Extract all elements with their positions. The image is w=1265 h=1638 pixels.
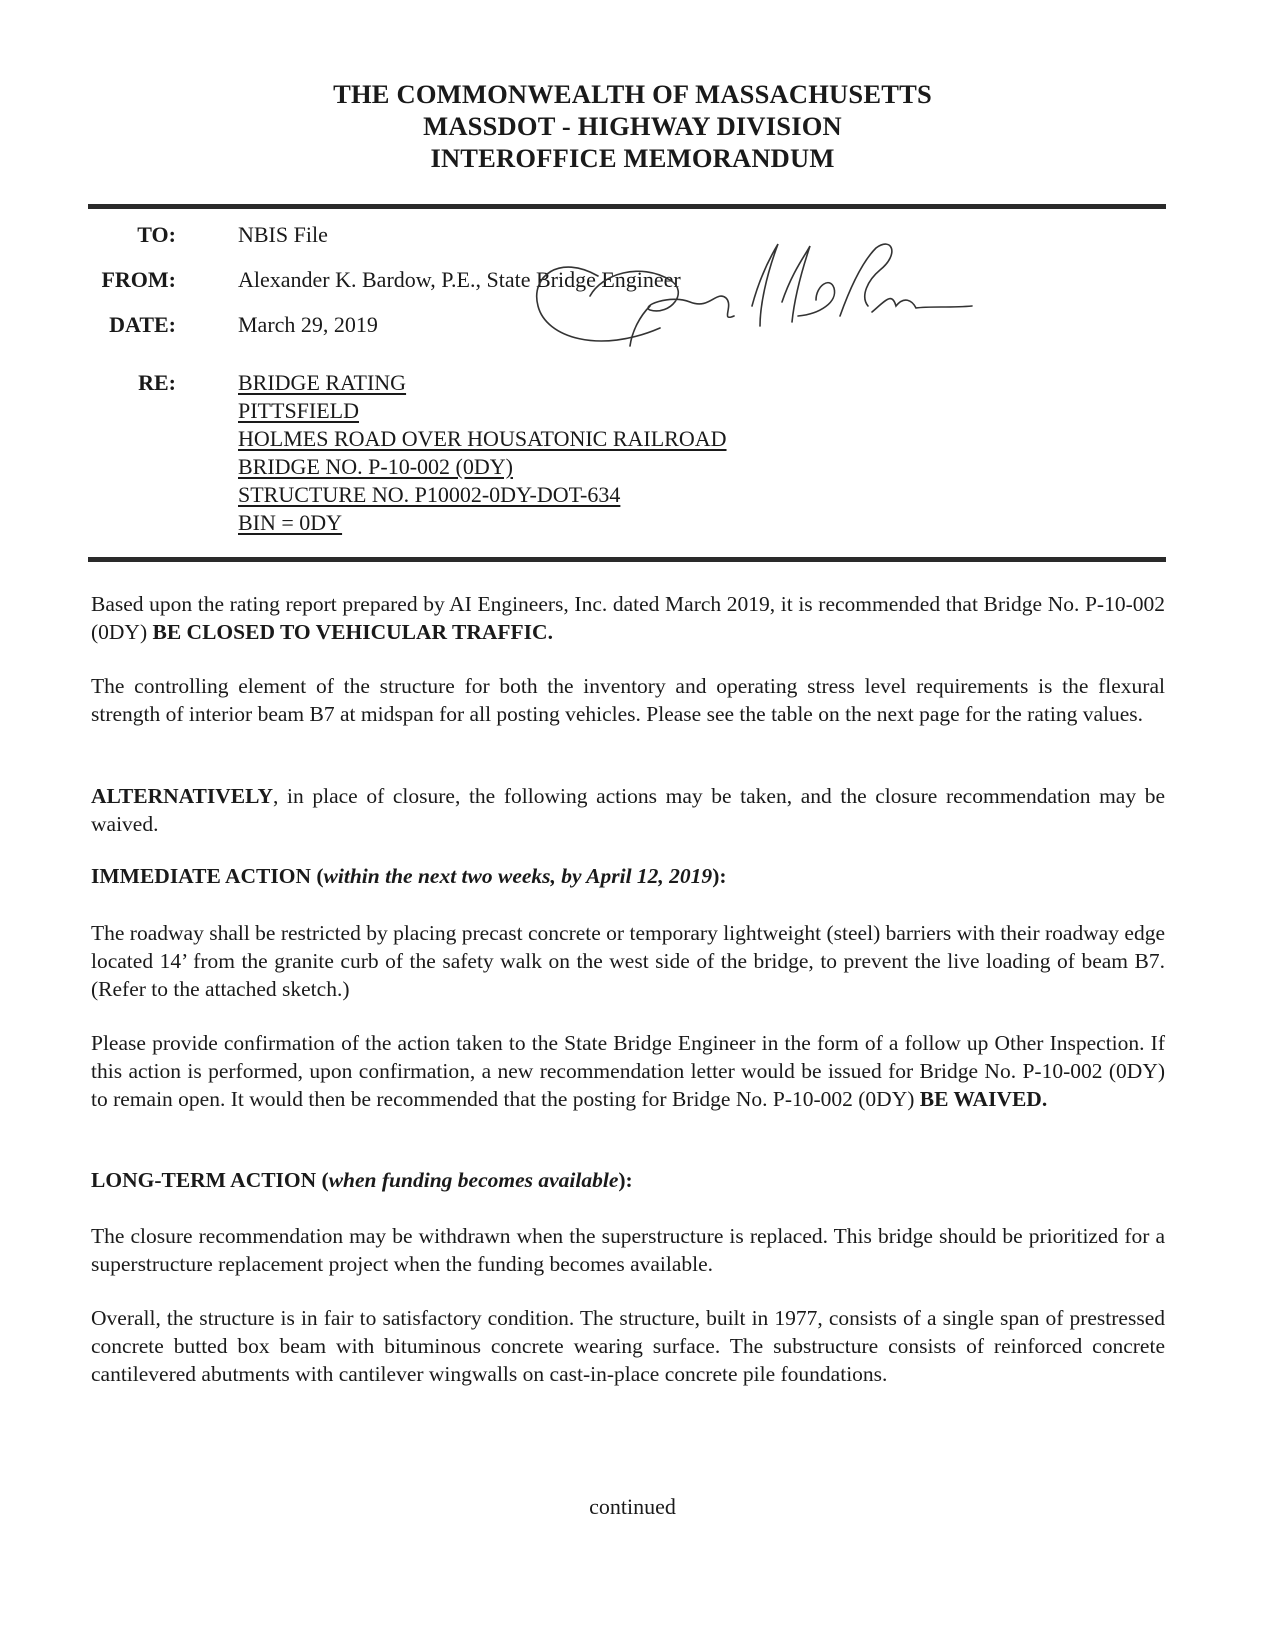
posting-waived: BE WAIVED. bbox=[919, 1087, 1048, 1111]
signature-image bbox=[520, 236, 980, 356]
date-value: March 29, 2019 bbox=[238, 312, 378, 337]
paragraph-withdrawal: The closure recommendation may be withdrawn when the superstructure is replaced. This bridge should be prioritized for a superstructure replacement project when the funding becomes available. bbox=[91, 1224, 1165, 1276]
paragraph-barriers: The roadway shall be restricted by placing precast concrete or temporary lightweight (steel) barriers with their roadway edge located 14’ from the granite curb of the safety walk on the west side of the bridge, to prevent the live loading of beam B7. (Refer to the attached sketch.) bbox=[91, 921, 1165, 1001]
continued-note: continued bbox=[589, 1494, 676, 1519]
to-label: TO: bbox=[137, 222, 176, 247]
header-division: MASSDOT - HIGHWAY DIVISION bbox=[423, 111, 842, 141]
closure-recommendation: BE CLOSED TO VEHICULAR TRAFFIC. bbox=[152, 620, 553, 644]
re-line: STRUCTURE NO. P10002-0DY-DOT-634 bbox=[238, 482, 621, 507]
re-line: PITTSFIELD bbox=[238, 398, 359, 423]
paragraph-alternatively: ALTERNATIVELY, in place of closure, the following actions may be taken, and the closure recommendation may be waived. bbox=[91, 784, 1165, 836]
heading-immediate-action: IMMEDIATE ACTION (within the next two weeks, by April 12, 2019): bbox=[91, 864, 727, 888]
from-label: FROM: bbox=[101, 267, 176, 292]
header-divider bbox=[88, 204, 1166, 209]
to-value: NBIS File bbox=[238, 222, 328, 247]
paragraph-recommendation: Based upon the rating report prepared by AI Engineers, Inc. dated March 2019, it is recommended that Bridge No. P-10-002 (0DY) BE CLOSED TO VEHICULAR TRAFFIC. bbox=[91, 592, 1165, 644]
paragraph-condition: Overall, the structure is in fair to satisfactory condition. The structure, built in 1977, consists of a single span of prestressed concrete butted box beam with bituminous concrete wearing surface. The substructure consists of reinforced concrete cantilevered abutments with cantilever wingwalls on cast-in-place concrete pile foundations. bbox=[91, 1306, 1165, 1386]
re-line: HOLMES ROAD OVER HOUSATONIC RAILROAD bbox=[238, 426, 727, 451]
header-memo-type: INTEROFFICE MEMORANDUM bbox=[430, 143, 835, 173]
heading-long-term-action: LONG-TERM ACTION (when funding becomes available): bbox=[91, 1168, 633, 1192]
re-line: BIN = 0DY bbox=[238, 510, 343, 535]
date-label: DATE: bbox=[109, 312, 176, 337]
re-line: BRIDGE RATING bbox=[238, 370, 407, 395]
header-commonwealth: THE COMMONWEALTH OF MASSACHUSETTS bbox=[333, 79, 932, 109]
re-subject bbox=[238, 369, 727, 537]
paragraph-controlling-element: The controlling element of the structure for both the inventory and operating stress level requirements is the flexural strength of interior beam B7 at midspan for all posting vehicles. Please see the table on the next page for the rating values. bbox=[91, 674, 1165, 726]
from-value: Alexander K. Bardow, P.E., State Bridge Engineer bbox=[238, 267, 681, 292]
re-label: RE: bbox=[138, 370, 176, 395]
subject-divider bbox=[88, 557, 1166, 562]
re-line: BRIDGE NO. P-10-002 (0DY) bbox=[238, 454, 513, 479]
letterhead bbox=[0, 78, 1265, 174]
paragraph-confirmation: Please provide confirmation of the action taken to the State Bridge Engineer in the form of a follow up Other Inspection. If this action is performed, upon confirmation, a new recommendation letter would be issued for Bridge No. P-10-002 (0DY) to remain open. It would then be recommended that the posting for Bridge No. P-10-002 (0DY) BE WAIVED. bbox=[91, 1031, 1165, 1111]
